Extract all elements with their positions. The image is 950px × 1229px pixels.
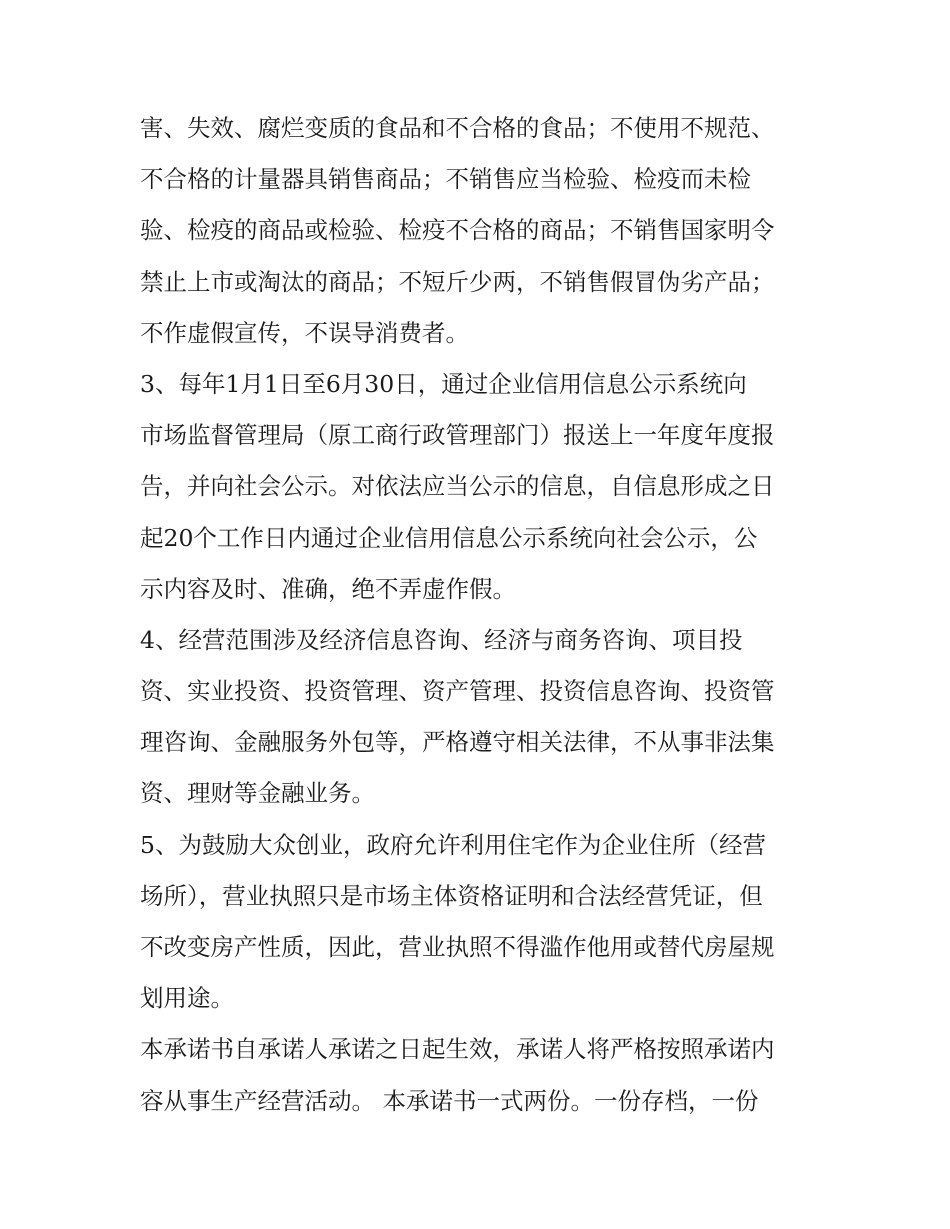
- text-line: 资、实业投资、投资管理、资产管理、投资信息咨询、投资管: [140, 677, 775, 706]
- document-body: [140, 103, 820, 1127]
- text-line: 验、检疫的商品或检验、检疫不合格的商品；不销售国家明令: [140, 216, 775, 245]
- text-line: 5、为鼓励大众创业，政府允许利用住宅作为企业住所（经营: [140, 830, 766, 859]
- text-line: 场所），营业执照只是市场主体资格证明和合法经营凭证，但: [140, 881, 763, 910]
- text-line: 市场监督管理局（原工商行政管理部门）报送上一年度年度报: [140, 421, 775, 450]
- text-line: 害、失效、腐烂变质的食品和不合格的食品；不使用不规范、: [140, 114, 775, 142]
- text-line: 起20个工作日内通过企业信用信息公示系统向社会公示，公: [140, 523, 758, 552]
- text-line: 不合格的计量器具销售商品；不销售应当检验、检疫而未检: [140, 165, 751, 194]
- text-line: 不作虚假宣传，不误导消费者。: [140, 318, 469, 347]
- text-line: 资、理财等金融业务。: [140, 779, 375, 808]
- text-line: 告，并向社会公示。对依法应当公示的信息，自信息形成之日: [140, 472, 775, 501]
- text-line: 本承诺书自承诺人承诺之日起生效，承诺人将严格按照承诺内: [140, 1035, 775, 1064]
- text-line: 划用途。: [140, 984, 234, 1013]
- text-line: 禁止上市或淘汰的商品；不短斤少两，不销售假冒伪劣产品；: [140, 267, 775, 296]
- text-line: 示内容及时、准确，绝不弄虚作假。: [140, 574, 516, 603]
- text-line: 容从事生产经营活动。 本承诺书一式两份。一份存档，一份: [140, 1086, 759, 1115]
- text-line: 理咨询、金融服务外包等，严格遵守相关法律，不从事非法集: [140, 728, 775, 757]
- text-line: 3、每年1月1日至6月30日，通过企业信用信息公示系统向: [140, 369, 747, 398]
- text-line: 不改变房产性质，因此，营业执照不得滥作他用或替代房屋规: [140, 933, 775, 961]
- text-line: 4、经营范围涉及经济信息咨询、经济与商务咨询、项目投: [140, 625, 743, 654]
